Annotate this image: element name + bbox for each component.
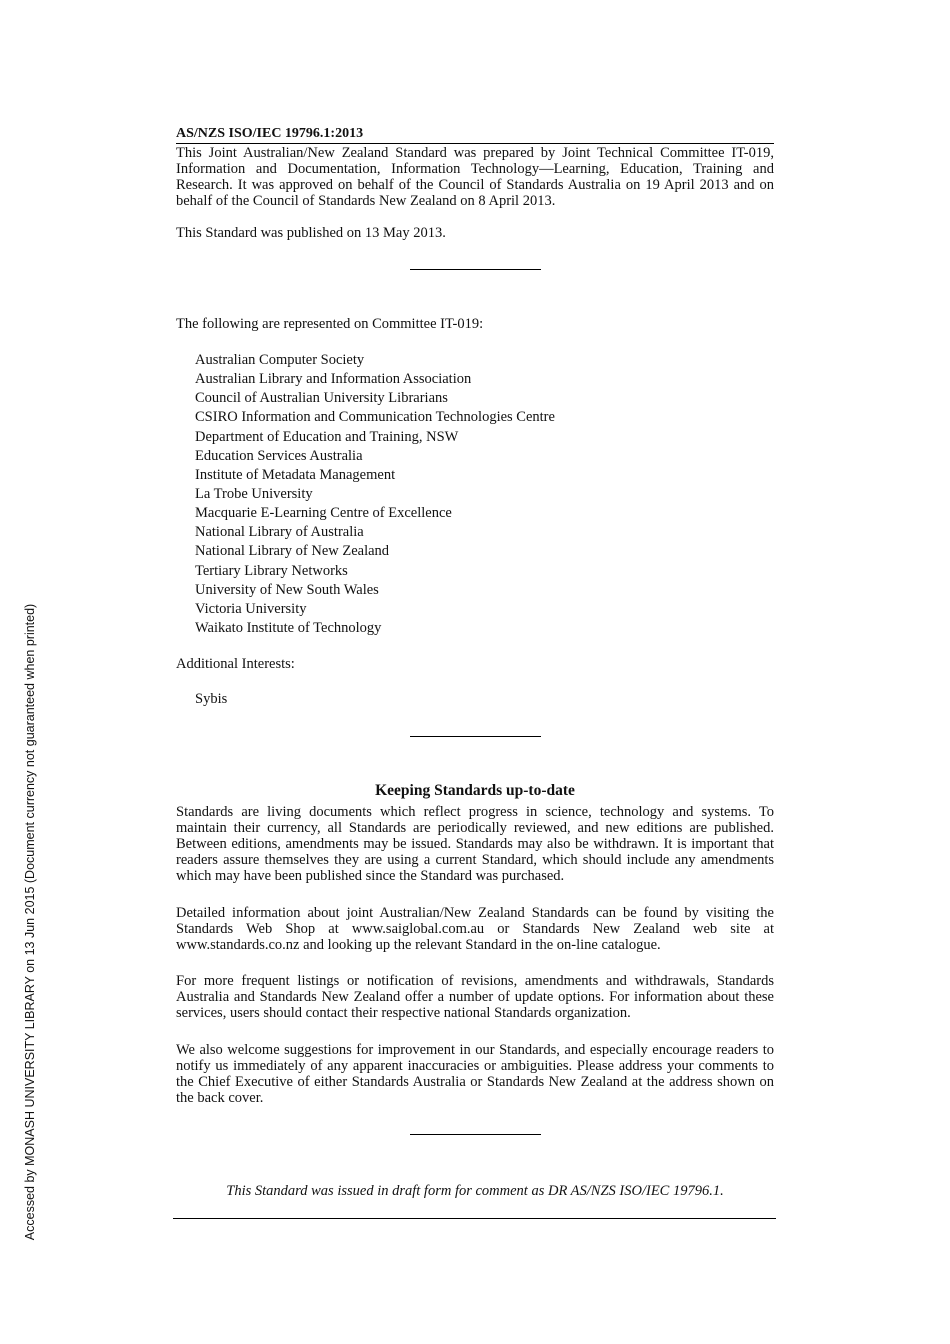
- committee-member: La Trobe University: [195, 485, 313, 502]
- additional-interests-label: Additional Interests:: [176, 656, 295, 672]
- access-watermark: Accessed by MONASH UNIVERSITY LIBRARY on 13 Jun 2015 (Document currency not guaranteed when printed): [23, 603, 37, 1241]
- bottom-rule: [173, 1218, 776, 1219]
- committee-member-list: [195, 351, 555, 638]
- committee-member: Tertiary Library Networks: [195, 562, 348, 579]
- committee-member: University of New South Wales: [195, 581, 379, 598]
- committee-member: Australian Computer Society: [195, 352, 365, 368]
- committee-intro: The following are represented on Committee IT-019:: [176, 316, 484, 332]
- committee-member: National Library of Australia: [195, 524, 364, 541]
- body-paragraph: For more frequent listings or notification of revisions, amendments and withdrawals, Standards Australia and Standards New Zealand offer a number of update options. For information about these services, users should contact their respective national Standards organization.: [176, 973, 774, 1021]
- committee-member: Institute of Metadata Management: [195, 466, 396, 483]
- publication-line: This Standard was published on 13 May 2013.: [176, 225, 446, 241]
- section-separator: [410, 1134, 541, 1135]
- committee-member: Department of Education and Training, NSW: [195, 428, 459, 445]
- committee-member: Waikato Institute of Technology: [195, 619, 382, 636]
- standard-id-heading: AS/NZS ISO/IEC 19796.1:2013: [176, 126, 774, 144]
- body-paragraph: We also welcome suggestions for improvement in our Standards, and especially encourage readers to notify us immediately of any apparent inaccuracies or ambiguities. Please address your comments to the Chief Executive of either Standards Australia or Standards New Zealand at the address shown on the back cover.: [176, 1042, 774, 1106]
- body-paragraph: Detailed information about joint Australian/New Zealand Standards can be found by visiting the Standards Web Shop at www.saiglobal.com.au or Standards New Zealand web site at www.standards.co.nz and looking up the relevant Standard in the on-line catalogue.: [176, 905, 774, 953]
- preparation-paragraph: This Joint Australian/New Zealand Standard was prepared by Joint Technical Committee IT-019, Information and Documentation, Information Technology—Learning, Education, Training and Research. It was approved on behalf of the Council of Standards Australia on 19 April 2013 and on behalf of the Council of Standards New Zealand on 8 April 2013.: [176, 145, 774, 209]
- body-paragraph: Standards are living documents which reflect progress in science, technology and systems. To maintain their currency, all Standards are periodically reviewed, and new editions are published. Between editions, amendments may be issued. Standards may also be withdrawn. It is important that readers assure themselves they are using a current Standard, which should include any amendments which may have been published since the Standard was purchased.: [176, 804, 774, 884]
- additional-interest-item: Sybis: [195, 691, 228, 707]
- section-separator: [410, 269, 541, 270]
- committee-member: Council of Australian University Librarians: [195, 390, 448, 407]
- draft-note: This Standard was issued in draft form for comment as DR AS/NZS ISO/IEC 19796.1.: [226, 1183, 724, 1199]
- committee-member: National Library of New Zealand: [195, 543, 390, 560]
- committee-member: Australian Library and Information Association: [195, 371, 472, 388]
- committee-member: Victoria University: [195, 600, 307, 617]
- section-separator: [410, 736, 541, 737]
- committee-member: CSIRO Information and Communication Technologies Centre: [195, 409, 555, 426]
- committee-member: Education Services Australia: [195, 447, 363, 464]
- keeping-up-to-date-heading: Keeping Standards up-to-date: [375, 782, 575, 799]
- committee-member: Macquarie E-Learning Centre of Excellence: [195, 505, 452, 522]
